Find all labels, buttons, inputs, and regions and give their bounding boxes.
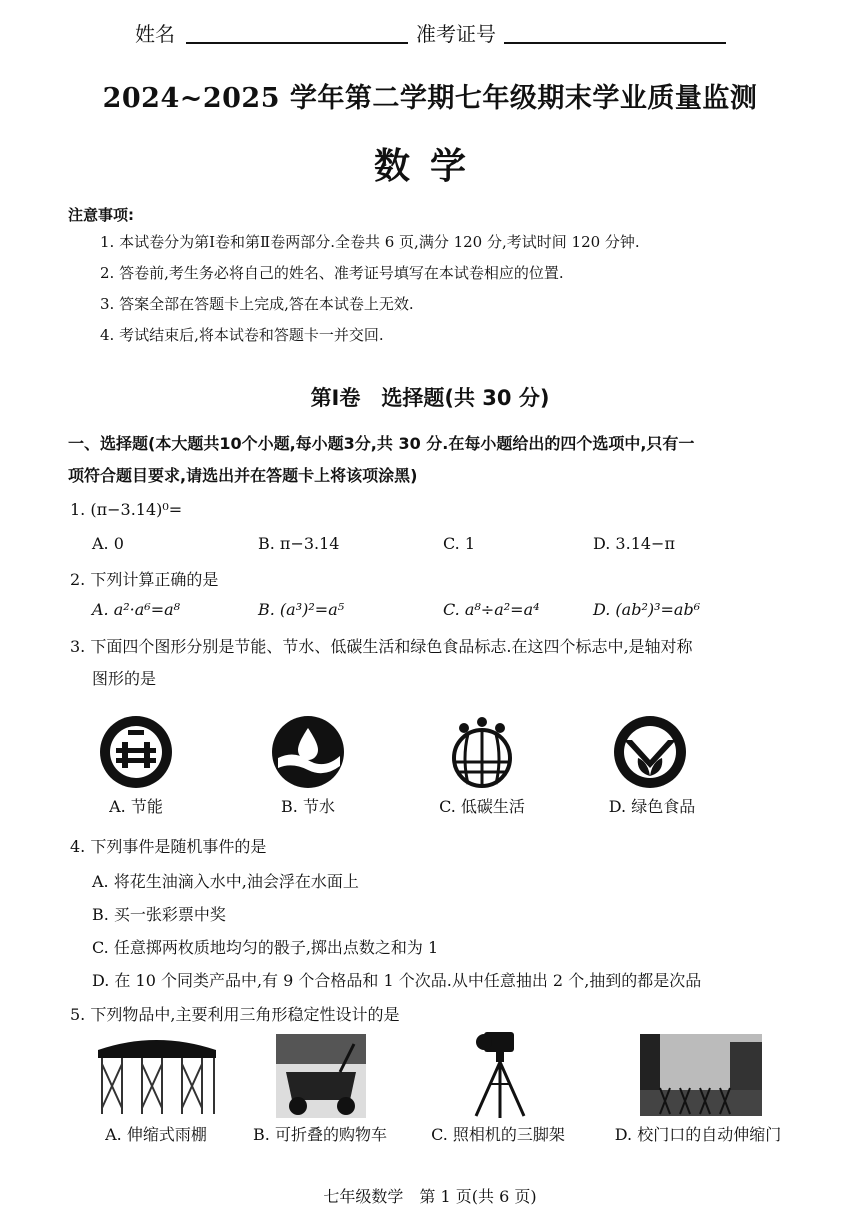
question-5-option-a: A. 伸缩式雨棚 [105,1125,207,1144]
question-5-option-d: D. 校门口的自动伸缩门 [614,1125,782,1144]
question-3-stem-line2: 图形的是 [92,669,157,688]
section-title: 第Ⅰ卷 选择题(共 30 分) [310,386,550,410]
question-3-option-d: D. 绿色食品 [608,797,696,816]
question-1-option-b: B. π−3.14 [258,534,340,553]
name-blank [186,42,408,44]
water-saving-logo-icon [270,714,346,790]
gate-photo-icon [640,1034,762,1116]
note-item: 1. 本试卷分为第Ⅰ卷和第Ⅱ卷两部分.全卷共 6 页,满分 120 分,考试时间 120 分钟. [100,233,640,251]
name-label: 姓名 [135,22,175,46]
question-3-stem-line1: 3. 下面四个图形分别是节能、节水、低碳生活和绿色食品标志.在这四个标志中,是轴对称 [70,637,693,656]
awning-photo-icon [96,1034,218,1118]
question-4-stem: 4. 下列事件是随机事件的是 [70,837,267,856]
question-5-stem: 5. 下列物品中,主要利用三角形稳定性设计的是 [70,1005,400,1024]
section-instruction-line1: 一、选择题(本大题共10个小题,每小题3分,共 30 分.在每小题给出的四个选项中,只有一 [68,434,695,453]
notes-heading: 注意事项: [68,206,134,224]
question-4-option-a: A. 将花生油滴入水中,油会浮在水面上 [92,872,359,891]
page-footer: 七年级数学 第 1 页(共 6 页) [323,1187,537,1206]
tripod-photo-icon [470,1030,530,1120]
question-3-option-a: A. 节能 [109,797,163,816]
note-item: 2. 答卷前,考生务必将自己的姓名、准考证号填写在本试卷相应的位置. [100,264,564,282]
energy-saving-logo-icon [98,714,174,790]
question-2-option-b: B. (a³)²=a⁵ [258,600,345,619]
question-1-option-c: C. 1 [443,534,476,553]
question-4-option-c: C. 任意掷两枚质地均匀的骰子,掷出点数之和为 1 [92,938,439,957]
question-1-stem: 1. (π−3.14)⁰= [70,500,183,519]
question-2-option-a: A. a²·a⁶=a⁸ [92,600,181,619]
note-item: 3. 答案全部在答题卡上完成,答在本试卷上无效. [100,295,414,313]
section-instruction-line2: 项符合题目要求,请选出并在答题卡上将该项涂黑) [68,466,418,485]
question-1-option-d: D. 3.14−π [593,534,675,553]
note-item: 4. 考试结束后,将本试卷和答题卡一并交回. [100,326,384,344]
low-carbon-logo-icon [444,714,520,790]
question-4-option-d: D. 在 10 个同类产品中,有 9 个合格品和 1 个次品.从中任意抽出 2 个,抽到的都是次品 [92,971,702,990]
question-5-option-c: C. 照相机的三脚架 [431,1125,565,1144]
question-2-stem: 2. 下列计算正确的是 [70,570,219,589]
subject-title: 数学 [373,145,486,187]
question-2-option-d: D. (ab²)³=ab⁶ [593,600,701,619]
question-3-option-b: B. 节水 [281,797,335,816]
exam-id-blank [504,42,726,44]
cart-photo-icon [276,1034,366,1118]
exam-id-label: 准考证号 [416,22,496,46]
green-food-logo-icon [612,714,688,790]
question-4-option-b: B. 买一张彩票中奖 [92,905,226,924]
exam-title: 2024~2025 学年第二学期七年级期末学业质量监测 [102,83,758,114]
question-3-option-c: C. 低碳生活 [439,797,525,816]
question-1-option-a: A. 0 [92,534,124,553]
question-2-option-c: C. a⁸÷a²=a⁴ [443,600,540,619]
question-5-option-b: B. 可折叠的购物车 [253,1125,387,1144]
